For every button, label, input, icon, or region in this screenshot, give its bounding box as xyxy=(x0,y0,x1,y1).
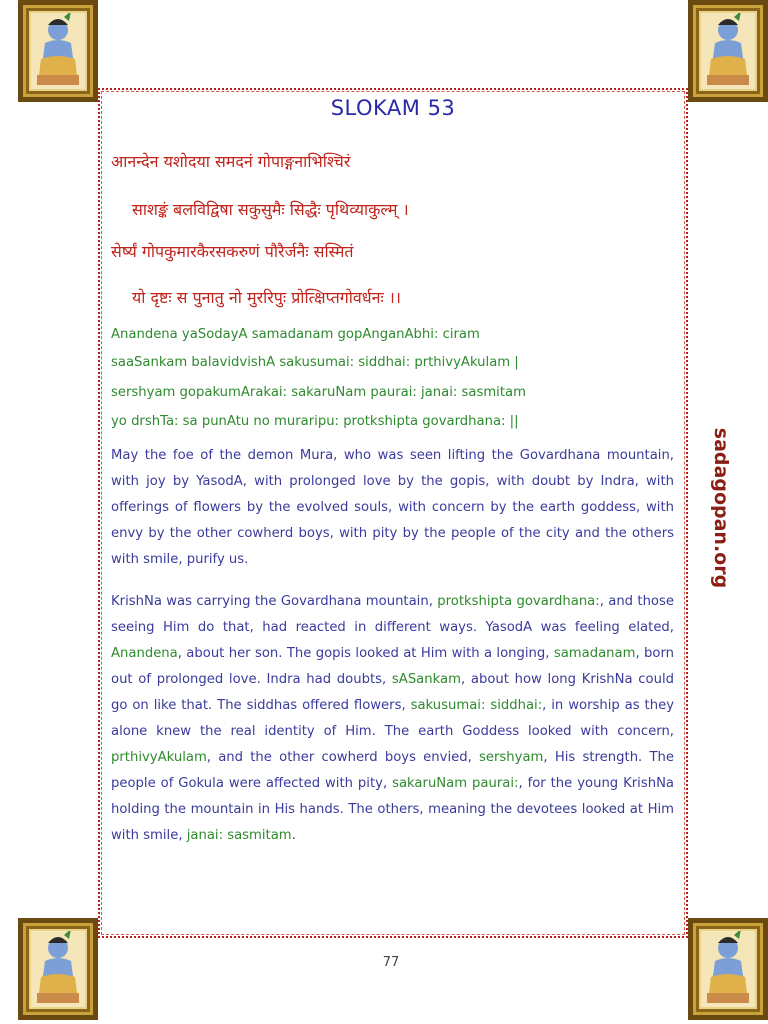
page-title: SLOKAM 53 xyxy=(330,96,456,120)
commentary-text: , for the young KrishNa holding the mountain in His hands. The others, meaning the devotees looked at Him with smile, xyxy=(111,776,675,843)
side-url-watermark xyxy=(708,428,734,588)
commentary-term: Anandena xyxy=(111,646,178,661)
sloka-line-2: साशङ्कं बलविद्विषा सकुसुमैः सिद्धैः पृथिव्याकुल्म् । xyxy=(132,200,409,219)
commentary-term: samadanam xyxy=(553,646,636,661)
corner-picture-top-right xyxy=(688,0,768,102)
commentary-text: , in worship as they alone knew the real identity of Him. The earth Goddess looked with concern, xyxy=(111,698,674,739)
commentary-paragraph xyxy=(111,589,674,849)
page-number: 77 xyxy=(382,955,400,970)
sloka-line-1: आनन्देन यशोदया समदनं गोपाङ्गनाभिश्चिरं xyxy=(111,152,351,171)
side-url-text: sadagopan.org xyxy=(710,427,732,589)
commentary-term: sakaruNam paurai: xyxy=(392,776,519,791)
commentary-term: sershyam xyxy=(479,750,544,765)
commentary-term: prthivyAkulam xyxy=(111,750,207,765)
krishna-picture-icon xyxy=(701,13,755,89)
sloka-line-4: यो दृष्टः स पुनातु नो मुररिपुः प्रोत्क्षिप्तगोवर्धनः ।। xyxy=(132,288,401,307)
krishna-picture-icon xyxy=(31,931,85,1007)
transliteration-line-1: Anandena yaSodayA samadanam gopAnganAbhi: ciram xyxy=(111,327,480,342)
commentary-text: , about how long KrishNa could go on like that. The siddhas offered flowers, xyxy=(111,672,675,713)
commentary-text: KrishNa was carrying the Govardhana mountain, xyxy=(111,594,438,609)
transliteration-line-3: sershyam gopakumArakai: sakaruNam paurai: janai: sasmitam xyxy=(111,385,526,400)
commentary-term: janai: sasmitam xyxy=(186,828,292,843)
commentary-text: . xyxy=(291,828,296,843)
commentary-text: , born out of prolonged love. Indra had doubts, xyxy=(111,646,674,687)
krishna-picture-icon xyxy=(701,931,755,1007)
transliteration-line-4: yo drshTa: sa punAtu no muraripu: protkshipta govardhana: || xyxy=(111,414,519,429)
corner-picture-top-left xyxy=(18,0,98,102)
commentary-text: , and those seeing Him do that, had reacted in different ways. YasodA was feeling elated, xyxy=(111,594,674,635)
commentary-text: , and the other cowherd boys envied, xyxy=(206,750,480,765)
meaning-paragraph: May the foe of the demon Mura, who was seen lifting the Govardhana mountain, with joy by YasodA, with prolonged love by the gopis, with doubt by Indra, with offerings of flowers by the evolved souls, with concern by the earth goddess, with envy by the other cowherd boys, with pity by the people of the city and the others with smile, purify us. xyxy=(111,448,674,567)
corner-picture-bottom-left xyxy=(18,918,98,1020)
commentary-term: sakusumai: siddhai: xyxy=(410,698,543,713)
krishna-picture-icon xyxy=(31,13,85,89)
commentary-text: , His strength. The people of Gokula were affected with pity, xyxy=(111,750,674,791)
commentary-term: sASankam xyxy=(391,672,461,687)
transliteration-line-2: saaSankam balavidvishA sakusumai: siddhai: prthivyAkulam | xyxy=(111,355,519,370)
commentary-text: , about her son. The gopis looked at Him with a longing, xyxy=(177,646,554,661)
sloka-line-3: सेर्ष्यं गोपकुमारकैरसकरुणं पौरैर्जनैः सस्मितं xyxy=(111,242,354,261)
corner-picture-bottom-right xyxy=(688,918,768,1020)
commentary-term: protkshipta govardhana: xyxy=(437,594,600,609)
